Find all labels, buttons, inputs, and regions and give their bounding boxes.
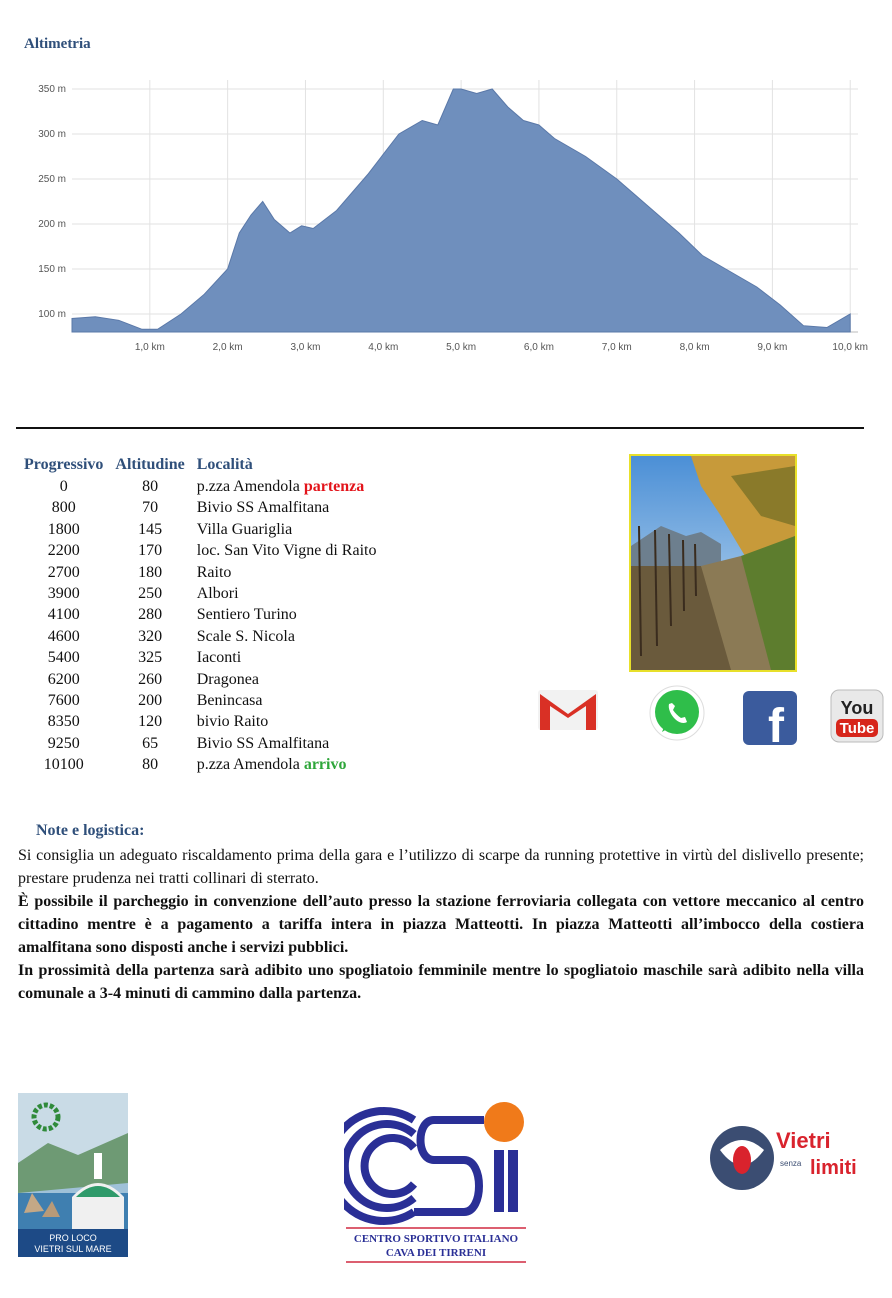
x-tick-label: 8,0 km <box>679 342 710 353</box>
whatsapp-glyph <box>648 684 706 742</box>
header-progressivo: Progressivo <box>24 456 104 473</box>
route-table-header <box>18 454 382 476</box>
cell-altitudine: 80 <box>142 756 159 774</box>
localita-name: Sentiero Turino <box>196 606 297 624</box>
cell-localita <box>191 647 383 668</box>
x-tick-label: 9,0 km <box>757 342 788 353</box>
x-tick-label: 7,0 km <box>601 342 632 353</box>
vietri-senza-limiti-logo <box>706 1120 864 1196</box>
youtube-glyph <box>830 689 884 743</box>
notes-paragraph-changing-rooms: In prossimità della partenza sarà adibito uno spogliatoio femminile mentre lo spogliatoio maschile sarà adibito nella villa comunale a 3-4 minuti di cammino dalla partenza. <box>18 962 864 1002</box>
localita-name: Bivio SS Amalfitana <box>196 734 330 752</box>
vietri-small: senza <box>780 1159 802 1168</box>
csi-line2: CAVA DEI TIRRENI <box>385 1247 487 1259</box>
cell-progressivo: 0 <box>59 478 68 495</box>
cell-progressivo: 6200 <box>47 670 80 688</box>
cell-localita <box>191 540 383 561</box>
cell-altitudine: 320 <box>138 627 163 645</box>
vietri-word1: Vietri <box>776 1128 831 1153</box>
notes-title: Note e logistica: <box>36 822 145 839</box>
y-tick-label: 350 m <box>38 84 66 95</box>
localita-name: Benincasa <box>196 692 263 710</box>
cell-localita <box>191 711 383 732</box>
cell-progressivo: 5400 <box>47 649 80 667</box>
y-tick-label: 150 m <box>38 264 66 275</box>
facebook-glyph <box>742 690 798 746</box>
cell-altitudine: 180 <box>138 563 163 581</box>
header-localita: Località <box>196 456 253 473</box>
youtube-you: You <box>840 698 874 718</box>
route-table-body <box>18 476 382 776</box>
cell-progressivo: 8350 <box>47 713 80 731</box>
table-row <box>18 562 382 583</box>
y-tick-label: 200 m <box>38 219 66 230</box>
cell-progressivo: 4600 <box>47 627 80 645</box>
cell-localita <box>191 690 383 711</box>
x-axis-ticks <box>135 342 868 353</box>
chart-title: Altimetria <box>24 36 91 52</box>
table-row <box>18 690 382 711</box>
cell-progressivo: 3900 <box>47 585 80 603</box>
gmail-icon[interactable] <box>536 686 596 744</box>
table-row <box>18 476 382 497</box>
table-row <box>18 733 382 754</box>
cell-localita <box>191 604 383 625</box>
cell-altitudine: 325 <box>138 649 163 667</box>
cell-localita <box>191 476 383 497</box>
cell-progressivo: 2200 <box>47 542 80 560</box>
y-tick-label: 100 m <box>38 309 66 320</box>
header-altitudine: Altitudine <box>115 456 185 473</box>
table-row <box>18 497 382 518</box>
localita-name: Albori <box>196 585 239 603</box>
cell-altitudine: 70 <box>142 499 159 517</box>
table-row <box>18 754 382 775</box>
x-tick-label: 1,0 km <box>134 342 165 353</box>
table-row <box>18 519 382 540</box>
cell-progressivo: 800 <box>51 499 76 517</box>
table-row <box>18 711 382 732</box>
table-row <box>18 647 382 668</box>
elevation-area <box>72 89 850 332</box>
section-divider <box>16 427 864 429</box>
localita-name: Iaconti <box>196 649 242 667</box>
cell-localita <box>191 669 383 690</box>
cell-altitudine: 65 <box>142 734 159 752</box>
vietri-word2: limiti <box>810 1157 857 1179</box>
localita-name: bivio Raito <box>196 713 269 731</box>
facebook-icon[interactable] <box>742 690 798 746</box>
pro-loco-logo <box>18 1093 128 1257</box>
cell-altitudine: 200 <box>138 692 163 710</box>
x-tick-label: 2,0 km <box>212 342 243 353</box>
localita-name: p.zza Amendola <box>196 756 304 774</box>
localita-name: p.zza Amendola <box>196 478 304 495</box>
youtube-tube: Tube <box>839 720 875 737</box>
table-row <box>18 604 382 625</box>
table-row <box>18 669 382 690</box>
notes-paragraph-warmup: Si consiglia un adeguato riscaldamento prima della gara e l’utilizzo di scarpe da running protettive in virtù del dislivello presente; prestare prudenza nei tratti collinari di sterrato. <box>18 847 864 887</box>
cell-altitudine: 170 <box>138 542 163 560</box>
x-tick-label: 5,0 km <box>446 342 477 353</box>
cell-altitudine: 80 <box>142 478 159 495</box>
whatsapp-icon[interactable] <box>648 684 708 742</box>
start-marker: partenza <box>303 478 365 495</box>
localita-name: Bivio SS Amalfitana <box>196 499 330 517</box>
localita-name: Villa Guariglia <box>196 520 293 538</box>
cell-localita <box>191 497 383 518</box>
table-row <box>18 626 382 647</box>
cell-progressivo: 2700 <box>47 563 80 581</box>
y-tick-label: 300 m <box>38 129 66 140</box>
localita-name: Scale S. Nicola <box>196 627 295 645</box>
pro-loco-line2: VIETRI SUL MARE <box>34 1244 112 1254</box>
finish-marker: arrivo <box>303 756 347 774</box>
facebook-letter: f <box>768 700 784 746</box>
cell-altitudine: 250 <box>138 585 163 603</box>
cell-progressivo: 9250 <box>47 734 80 752</box>
cell-progressivo: 4100 <box>47 606 80 624</box>
y-tick-label: 250 m <box>38 174 66 185</box>
cell-altitudine: 280 <box>138 606 163 624</box>
cell-localita <box>191 733 383 754</box>
elevation-chart <box>20 66 876 358</box>
table-row <box>18 583 382 604</box>
localita-name: loc. San Vito Vigne di Raito <box>196 542 377 560</box>
cell-altitudine: 260 <box>138 670 163 688</box>
youtube-icon[interactable] <box>830 689 884 743</box>
localita-name: Raito <box>196 563 232 581</box>
csi-logo <box>344 1100 528 1264</box>
gmail-glyph <box>536 686 600 734</box>
cell-localita <box>191 583 383 604</box>
notes-body <box>18 844 864 1005</box>
route-table <box>18 454 382 776</box>
x-tick-label: 10,0 km <box>832 342 869 353</box>
y-axis-ticks <box>38 84 66 320</box>
localita-name: Dragonea <box>196 670 259 688</box>
cell-localita <box>191 519 383 540</box>
cell-progressivo: 1800 <box>47 520 80 538</box>
trail-photo <box>629 454 797 672</box>
x-tick-label: 6,0 km <box>523 342 554 353</box>
notes-paragraph-parking: È possibile il parcheggio in convenzione dell’auto presso la stazione ferroviaria collegata con vettore meccanico al centro cittadino mentre è a pagamento a tariffa intera in piazza Matteotti. In piazza Matteotti all’imbocco della costiera amalfitana sono disposti anche i servizi pubblici. <box>18 893 864 956</box>
csi-line1: CENTRO SPORTIVO ITALIANO <box>353 1233 519 1245</box>
x-tick-label: 4,0 km <box>368 342 399 353</box>
cell-localita <box>191 626 383 647</box>
table-row <box>18 540 382 561</box>
cell-altitudine: 145 <box>138 520 163 538</box>
cell-progressivo: 10100 <box>43 756 84 774</box>
cell-altitudine: 120 <box>138 713 163 731</box>
x-tick-label: 3,0 km <box>290 342 321 353</box>
cell-localita <box>191 754 383 775</box>
pro-loco-line1: PRO LOCO <box>49 1233 97 1243</box>
cell-progressivo: 7600 <box>47 692 80 710</box>
cell-localita <box>191 562 383 583</box>
